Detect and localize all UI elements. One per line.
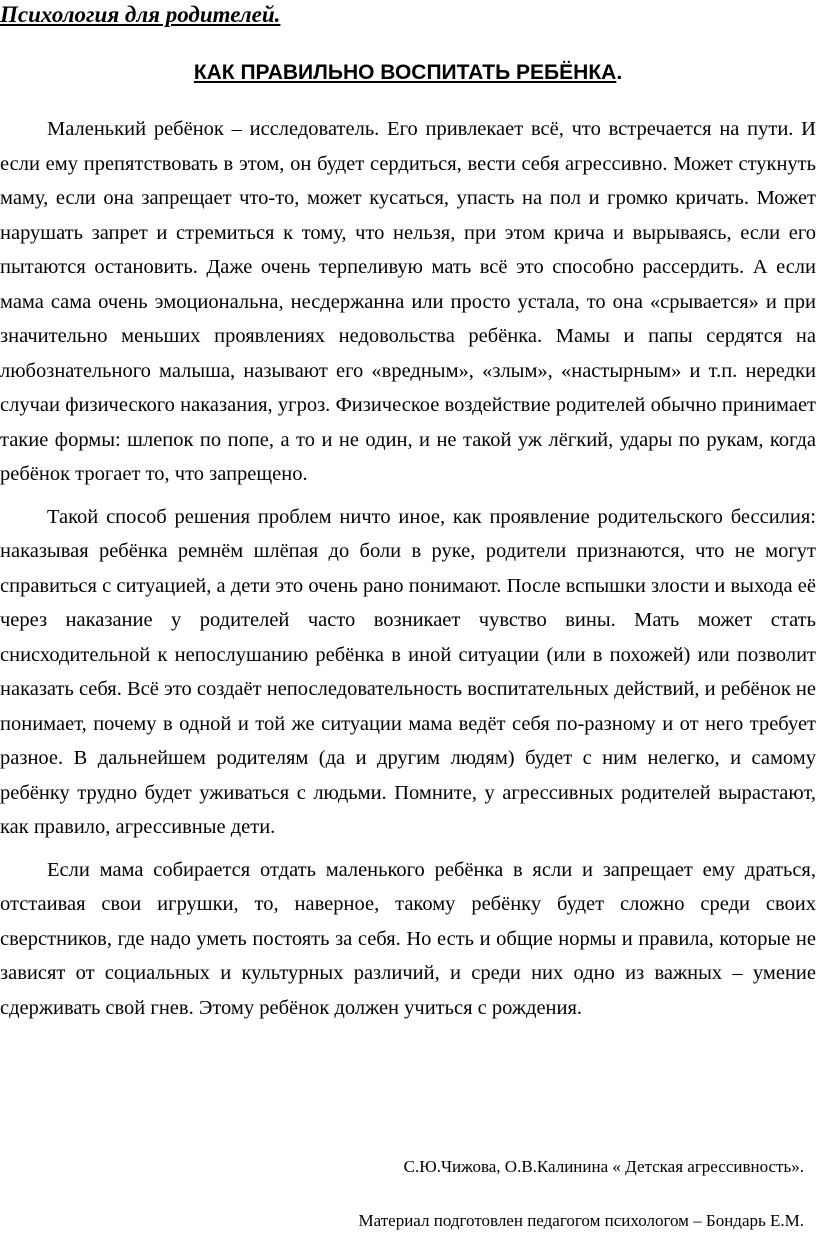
paragraph-3: Если мама собирается отдать маленького ребёнка в ясли и запрещает ему драться, отстаивая свои игрушки, то, наверное, такому ребёнку будет сложно среди своих сверстников, где надо уметь постоять за себя. Но есть и общие нормы и правила, которые не зависят от социальных и культурных различий, и среди них одно из важных – умение сдерживать свой гнев. Этому ребёнок должен учиться с рождения. <box>0 858 816 1019</box>
author-credit: Материал подготовлен педагогом психологом – Бондарь Е.М. <box>358 1211 804 1230</box>
section-header: Психология для родителей. <box>0 2 281 27</box>
title-period: . <box>616 61 623 84</box>
paragraph-2: Такой способ решения проблем ничто иное, как проявление родительского бессилия: наказывая ребёнка ремнём шлёпая до боли в руке, родители признаются, что не могут справиться с ситуацией, а дети это очень рано понимают. После вспышки злости и выхода её через наказание у родителей часто возникает чувство вины. Мать может стать снисходительной к непослушанию ребёнка в иной ситуации (или в похожей) или позволит наказать себя. Всё это создаёт непоследовательность воспитательных действий, и ребёнок не понимает, почему в одной и той же ситуации мама ведёт себя по-разному и от него требует разное. В дальнейшем родителям (да и другим людям) будет с ним нелегко, и самому ребёнку трудно будет уживаться с людьми. Помните, у агрессивных родителей вырастают, как правило, агрессивные дети. <box>0 505 816 838</box>
paragraph-1: Маленький ребёнок – исследователь. Его привлекает всё, что встречается на пути. И если ему препятствовать в этом, он будет сердиться, вести себя агрессивно. Может стукнуть маму, если она запрещает что-то, может кусаться, упасть на пол и громко кричать. Может нарушать запрет и стремиться к тому, что нельзя, при этом крича и вырываясь, если его пытаются остановить. Даже очень терпеливую мать всё это способно рассердить. А если мама сама очень эмоциональна, несдержанна или просто устала, то она «срывается» и при значительно меньших проявлениях недовольства ребёнка. Мамы и папы сердятся на любознательного малыша, называют его «вредным», «злым», «настырным» и т.п. нередки случаи физического наказания, угроз. Физическое воздействие родителей обычно принимает такие формы: шлепок по попе, а то и не один, и не такой уж лёгкий, удары по рукам, когда ребёнок трогает то, что запрещено. <box>0 118 816 485</box>
page-title <box>0 61 816 85</box>
source-citation: С.Ю.Чижова, О.В.Калинина « Детская агрессивность». <box>403 1157 804 1176</box>
title-text: КАК ПРАВИЛЬНО ВОСПИТАТЬ РЕБЁНКА <box>193 61 617 84</box>
article-body <box>0 112 816 1033</box>
